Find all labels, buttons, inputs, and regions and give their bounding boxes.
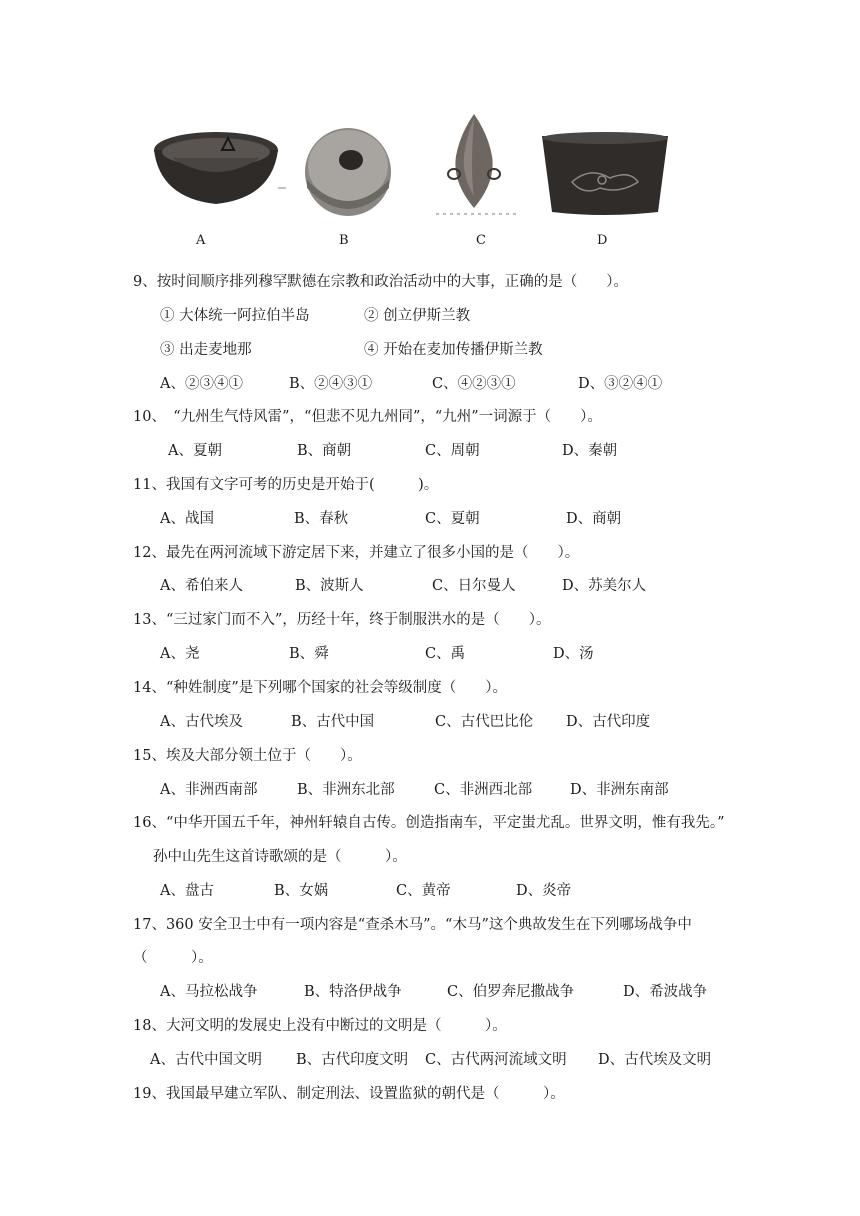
question-12-option-c: C、日尔曼人 bbox=[432, 578, 516, 594]
pottery-bowl-image bbox=[150, 128, 288, 208]
question-16-stem-line-2: 孙中山先生这首诗歌颂的是（ ）。 bbox=[153, 849, 407, 865]
question-14-option-b: B、古代中国 bbox=[291, 714, 375, 730]
question-11-option-d: D、商朝 bbox=[566, 511, 622, 527]
question-15-option-b: B、非洲东北部 bbox=[297, 782, 395, 798]
question-15-stem: 15、埃及大部分领土位于（ ）。 bbox=[133, 748, 362, 764]
question-11-option-b: B、春秋 bbox=[294, 511, 349, 527]
question-10-stem: 10、 “九州生气恃风雷”，“但悲不见九州同”，“九州”一词源于（ ）。 bbox=[133, 409, 602, 425]
question-12-stem: 12、最先在两河流域下游定居下来，并建立了很多小国的是（ ）。 bbox=[133, 545, 580, 561]
question-19-stem: 19、我国最早建立军队、制定刑法、设置监狱的朝代是（ ）。 bbox=[133, 1086, 565, 1102]
question-10-option-c: C、周朝 bbox=[425, 443, 480, 459]
question-9-option-c: C、④②③① bbox=[432, 376, 516, 392]
question-9-item-4: ④ 开始在麦加传播伊斯兰教 bbox=[364, 342, 543, 358]
question-14-stem: 14、“种姓制度”是下列哪个国家的社会等级制度（ ）。 bbox=[133, 680, 508, 696]
question-17-option-c: C、伯罗奔尼撒战争 bbox=[447, 984, 575, 1000]
question-16-stem: 16、“中华开国五千年，神州轩辕自古传。创造指南车，平定蚩尤乱。世界文明，惟有我先。” bbox=[133, 815, 725, 831]
question-16-option-b: B、女娲 bbox=[274, 883, 329, 899]
question-14-option-d: D、古代印度 bbox=[566, 714, 651, 730]
question-11-option-a: A、战国 bbox=[160, 511, 214, 527]
pottery-vase-image bbox=[430, 112, 522, 220]
question-9-option-d: D、③②④① bbox=[578, 376, 663, 392]
question-13-option-c: C、禹 bbox=[425, 646, 466, 662]
question-18-option-a: A、古代中国文明 bbox=[150, 1052, 262, 1068]
question-17-option-a: A、马拉松战争 bbox=[160, 984, 258, 1000]
figure-caption-c: C bbox=[476, 233, 486, 248]
question-15-option-c: C、非洲西北部 bbox=[434, 782, 533, 798]
figure-caption-a: A bbox=[196, 233, 206, 248]
question-16-option-a: A、盘古 bbox=[160, 883, 214, 899]
question-14-option-a: A、古代埃及 bbox=[160, 714, 243, 730]
question-17-option-d: D、希波战争 bbox=[623, 984, 708, 1000]
question-13-option-a: A、尧 bbox=[160, 646, 200, 662]
question-16-option-d: D、炎帝 bbox=[516, 883, 572, 899]
question-15-option-a: A、非洲西南部 bbox=[160, 782, 258, 798]
figure-caption-d: D bbox=[597, 233, 608, 248]
question-17-option-b: B、特洛伊战争 bbox=[304, 984, 402, 1000]
question-17-stem-line-2: （ ）。 bbox=[133, 950, 213, 966]
stone-disk-image bbox=[303, 126, 393, 218]
figure-caption-b: B bbox=[339, 233, 349, 248]
question-13-stem: 13、“三过家门而不入”，历经十年，终于制服洪水的是（ ）。 bbox=[133, 612, 551, 628]
question-9-item-2: ② 创立伊斯兰教 bbox=[364, 308, 471, 324]
question-15-option-d: D、非洲东南部 bbox=[570, 782, 669, 798]
question-13-option-b: B、舜 bbox=[289, 646, 329, 662]
question-12-option-d: D、苏美尔人 bbox=[562, 578, 647, 594]
question-18-option-d: D、古代埃及文明 bbox=[598, 1052, 712, 1068]
question-10-option-d: D、秦朝 bbox=[562, 443, 618, 459]
question-9-option-b: B、②④③① bbox=[289, 376, 373, 392]
question-18-option-b: B、古代印度文明 bbox=[296, 1052, 409, 1068]
question-10-option-b: B、商朝 bbox=[297, 443, 352, 459]
question-9-option-a: A、②③④① bbox=[160, 376, 243, 392]
question-18-option-c: C、古代两河流域文明 bbox=[425, 1052, 567, 1068]
question-12-option-b: B、波斯人 bbox=[295, 578, 364, 594]
question-9-item-1: ① 大体统一阿拉伯半岛 bbox=[160, 308, 310, 324]
question-14-option-c: C、古代巴比伦 bbox=[435, 714, 534, 730]
question-16-option-c: C、黄帝 bbox=[396, 883, 451, 899]
question-11-stem: 11、我国有文字可考的历史是开始于( )。 bbox=[133, 477, 439, 493]
question-17-stem: 17、360 安全卫士中有一项内容是“查杀木马”。“木马”这个典故发生在下列哪场战争中 bbox=[133, 917, 692, 933]
question-13-option-d: D、汤 bbox=[553, 646, 594, 662]
black-pottery-pot-image bbox=[540, 130, 670, 218]
question-10-option-a: A、夏朝 bbox=[168, 443, 222, 459]
question-12-option-a: A、希伯来人 bbox=[160, 578, 243, 594]
question-9-item-3: ③ 出走麦地那 bbox=[160, 342, 252, 358]
question-9-stem: 9、按时间顺序排列穆罕默德在宗教和政治活动中的大事，正确的是（ ）。 bbox=[133, 274, 628, 290]
question-11-option-c: C、夏朝 bbox=[425, 511, 480, 527]
question-18-stem: 18、大河文明的发展史上没有中断过的文明是（ ）。 bbox=[133, 1018, 507, 1034]
